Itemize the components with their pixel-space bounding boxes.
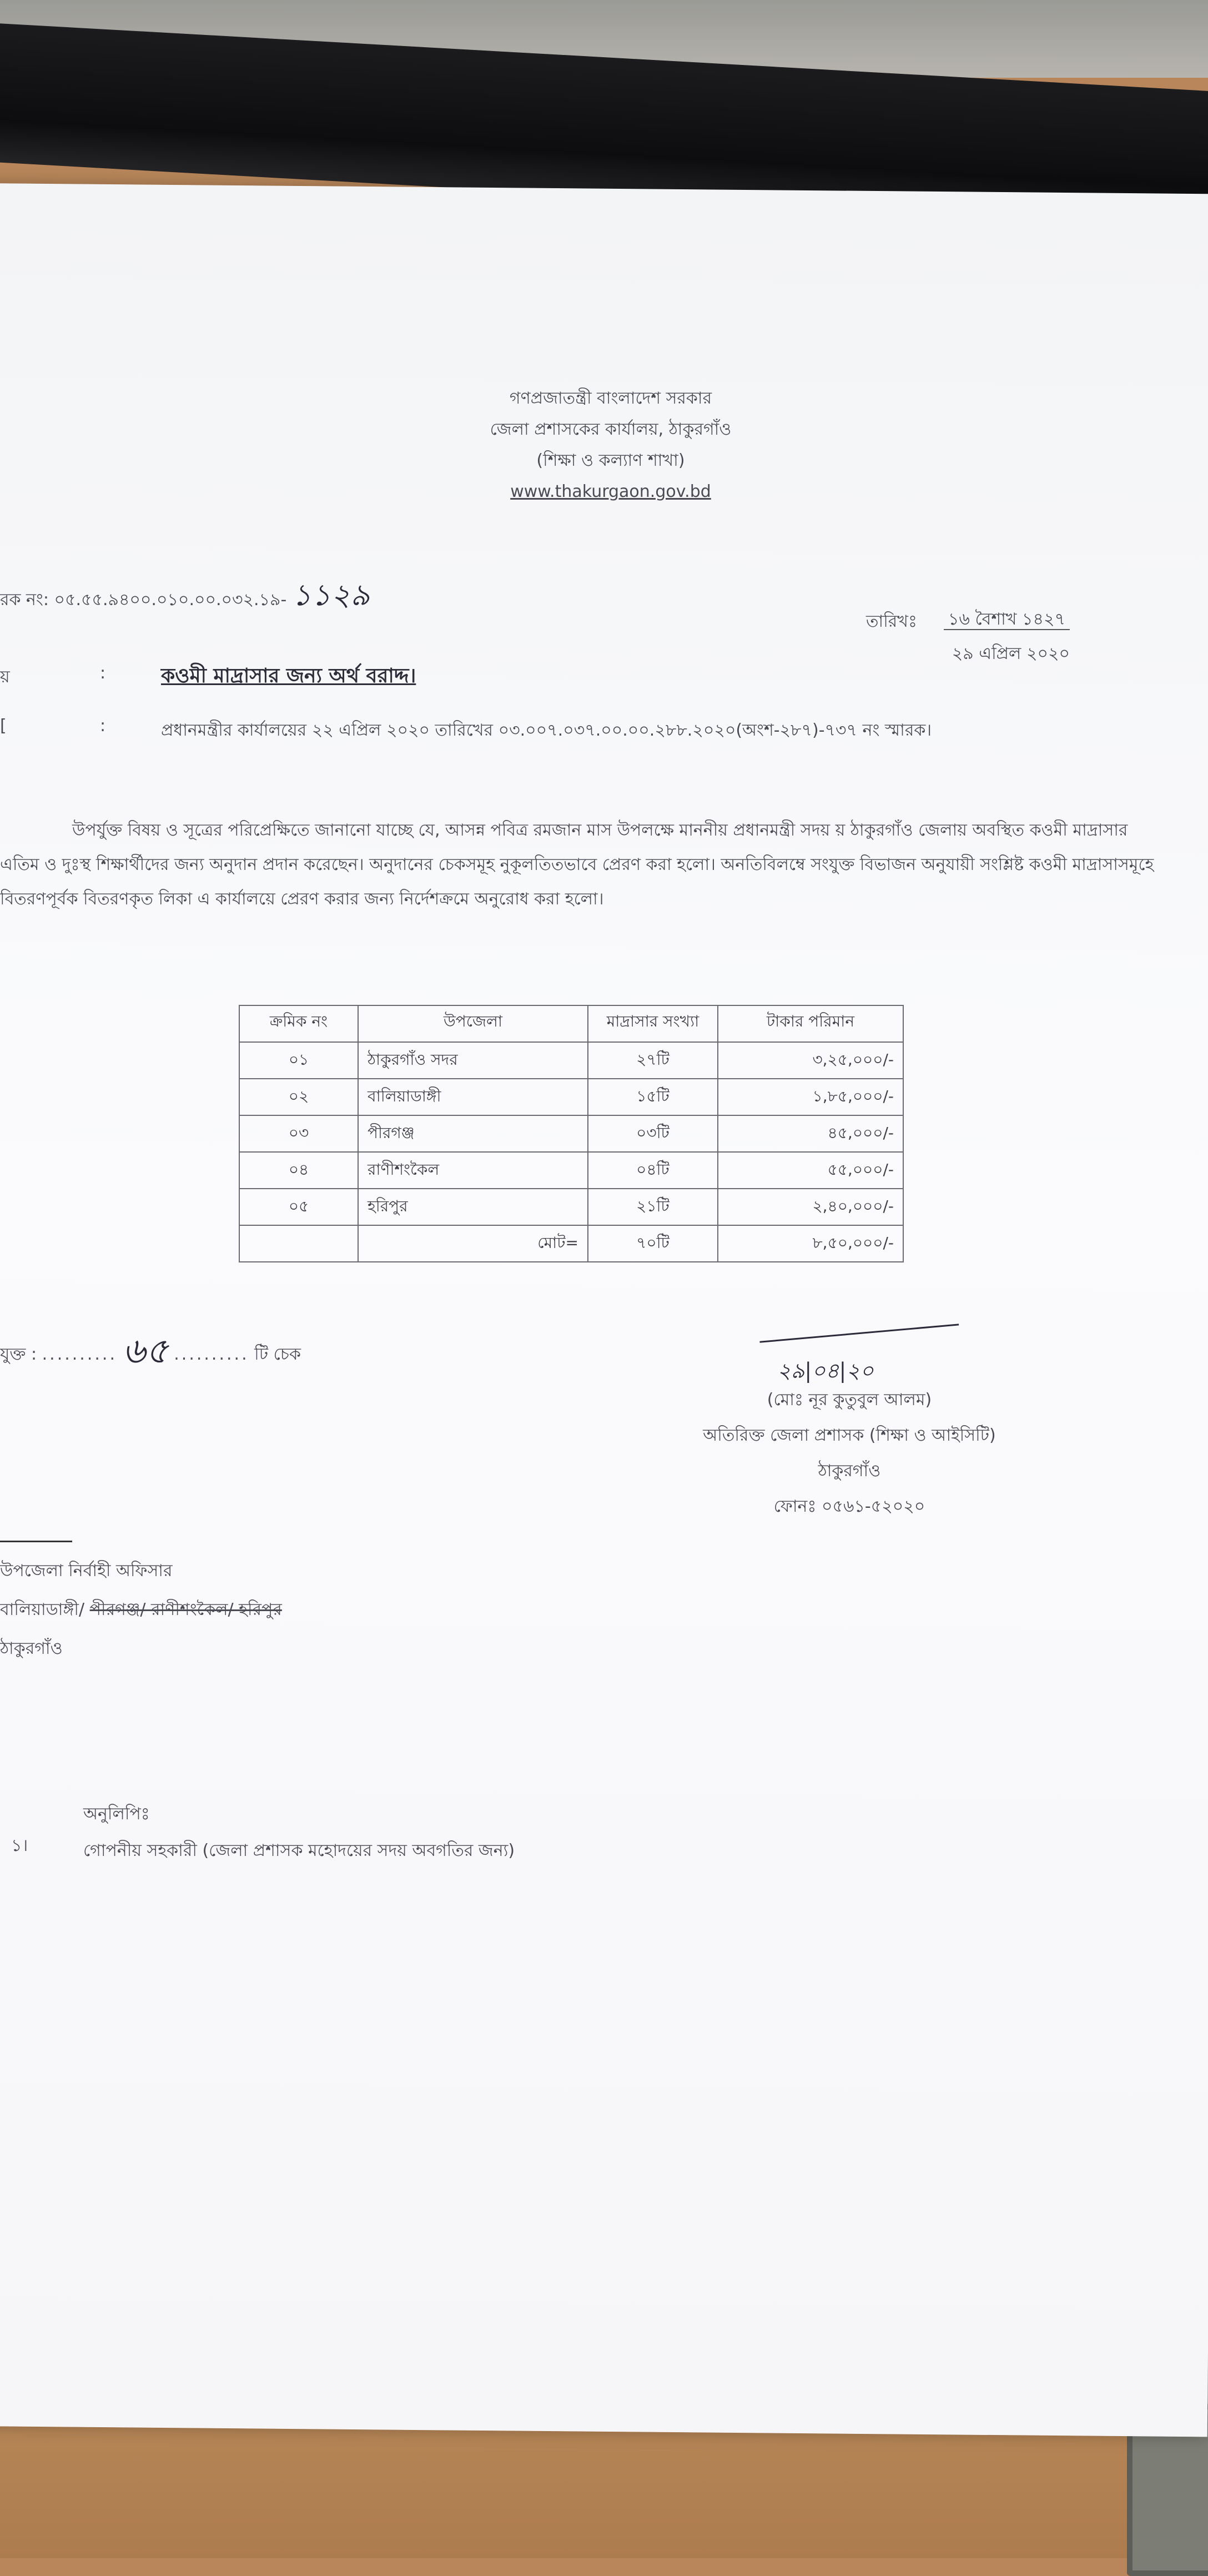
total-count: ৭০টি xyxy=(588,1225,718,1262)
cell-amount: ২,৪০,০০০/- xyxy=(718,1189,903,1225)
cell-amount: ৫৫,০০০/- xyxy=(718,1152,903,1189)
copy-item-number: ১। xyxy=(11,1836,28,1855)
cell-empty xyxy=(239,1225,358,1262)
date-label: তারিখঃ xyxy=(866,612,917,631)
subject-label: য় xyxy=(0,667,10,687)
cell-upazila: হরিপুর xyxy=(358,1189,588,1225)
recipient-block xyxy=(0,1552,282,1668)
signatory-name: (মোঃ নূর কুতুবুল আলম) xyxy=(767,1390,932,1410)
cell-count: ২৭টি xyxy=(588,1042,718,1079)
memo-handwritten-number: ১১২৯ xyxy=(291,577,370,612)
signature-date: ২৯|০৪|২০ xyxy=(777,1359,874,1383)
memo-value: ০৫.৫৫.৯৪০০.০১০.০০.০৩২.১৯- xyxy=(54,590,287,610)
enclosure-dots: .......... xyxy=(42,1345,117,1364)
copy-block xyxy=(83,1796,515,1869)
memo-number xyxy=(0,572,370,622)
signatory-block xyxy=(611,1382,1088,1525)
enclosure-dots: .......... xyxy=(174,1345,249,1364)
recipient-struck: পীরগঞ্জ/ রাণীশংকৈল/ হরিপুর xyxy=(89,1600,282,1619)
col-serial: ক্রমিক নং xyxy=(239,1005,358,1042)
memo-label: রক নং: xyxy=(0,590,49,610)
table-row xyxy=(239,1152,903,1189)
col-madrasa-count: মাদ্রাসার সংখ্যা xyxy=(588,1005,718,1042)
body-paragraph: উপর্যুক্ত বিষয় ও সূত্রের পরিপ্রেক্ষিতে জানানো যাচ্ছে যে, আসন্ন পবিত্র রমজান মাস উপলক্ষে মাননীয় প্রধানমন্ত্রী সদয় য় ঠাকুরগাঁও জেলায় অবস্থিত কওমী মাদ্রাসার এতিম ও দুঃস্থ শিক্ষার্থীদের জন্য অনুদান প্রদান করেছেন। অনুদানের চেকসমূহ নুকূলতিতভাবে প্রেরণ করা হলো। অনতিবিলম্বে সংযুক্ত বিভাজন অনুযায়ী সংশ্লিষ্ট কওমী মাদ্রাসাসমূহে বিতরণপূর্বক বিতরণকৃত লিকা এ কার্যালয়ে প্রেরণ করার জন্য নির্দেশক্রমে অনুরোধ করা হলো। xyxy=(0,821,1154,909)
reference-label: [ xyxy=(0,716,7,736)
table-total-row xyxy=(239,1225,903,1262)
subject-text: কওমী মাদ্রাসার জন্য অর্থ বরাদ্দ। xyxy=(161,665,416,687)
enclosure-suffix: টি চেক xyxy=(254,1345,301,1364)
cell-upazila: বালিয়াডাঙ্গী xyxy=(358,1079,588,1115)
subject-colon: : xyxy=(100,663,106,683)
enclosure-line xyxy=(0,1324,301,1383)
date-block xyxy=(944,602,1070,671)
copy-label: অনুলিপিঃ xyxy=(83,1804,150,1824)
cell-serial: ০৪ xyxy=(239,1152,358,1189)
table-row xyxy=(239,1042,903,1079)
recipient-rule xyxy=(0,1541,72,1542)
cell-upazila: রাণীশংকৈল xyxy=(358,1152,588,1189)
table-row xyxy=(239,1189,903,1225)
recipient-kept: বালিয়াডাঙ্গী/ xyxy=(0,1600,85,1619)
recipient-title: উপজেলা নির্বাহী অফিসার xyxy=(0,1561,173,1581)
cell-serial: ০৫ xyxy=(239,1189,358,1225)
table-row xyxy=(239,1079,903,1115)
date-gregorian: ২৯ এপ্রিল ২০২০ xyxy=(952,644,1070,663)
enclosure-handwritten-count: ৬৫ xyxy=(122,1331,169,1372)
total-label: মোট= xyxy=(358,1225,588,1262)
cell-upazila: পীরগঞ্জ xyxy=(358,1115,588,1152)
cell-serial: ০২ xyxy=(239,1079,358,1115)
recipient-upazilas xyxy=(0,1591,282,1629)
letterhead xyxy=(333,383,888,507)
govt-name: গণপ্রজাতন্ত্রী বাংলাদেশ সরকার xyxy=(509,389,712,408)
enclosure-label: যুক্ত : xyxy=(0,1345,37,1364)
reference-text: প্রধানমন্ত্রীর কার্যালয়ের ২২ এপ্রিল ২০২০ তারিখের ০৩.০০৭.০৩৭.০০.০০.২৮৮.২০২০(অংশ-২৮৭)-৭৩৭ নং স্মারক। xyxy=(161,721,932,740)
signatory-phone: ফোনঃ ০৫৬১-৫২০২০ xyxy=(773,1497,925,1516)
table-header-row xyxy=(239,1005,903,1042)
website-link[interactable]: www.thakurgaon.gov.bd xyxy=(510,482,711,501)
date-bengali: ১৬ বৈশাখ ১৪২৭ xyxy=(944,610,1070,630)
section-name: (শিক্ষা ও কল্যাণ শাখা) xyxy=(536,451,685,470)
cell-amount: ৩,২৫,০০০/- xyxy=(718,1042,903,1079)
cell-amount: ১,৮৫,০০০/- xyxy=(718,1079,903,1115)
cell-upazila: ঠাকুরগাঁও সদর xyxy=(358,1042,588,1079)
signatory-district: ঠাকুরগাঁও xyxy=(818,1461,881,1481)
cell-serial: ০৩ xyxy=(239,1115,358,1152)
cell-count: ০৪টি xyxy=(588,1152,718,1189)
cell-count: ০৩টি xyxy=(588,1115,718,1152)
office-name: জেলা প্রশাসকের কার্যালয়, ঠাকুরগাঁও xyxy=(490,420,732,439)
recipient-district: ঠাকুরগাঁও xyxy=(0,1639,63,1658)
cell-serial: ০১ xyxy=(239,1042,358,1079)
col-upazila: উপজেলা xyxy=(358,1005,588,1042)
reference-colon: : xyxy=(100,716,106,736)
copy-item: গোপনীয় সহকারী (জেলা প্রশাসক মহোদয়ের সদয় অবগতির জন্য) xyxy=(83,1841,515,1860)
cell-amount: ৪৫,০০০/- xyxy=(718,1115,903,1152)
cell-count: ১৫টি xyxy=(588,1079,718,1115)
table-row xyxy=(239,1115,903,1152)
col-amount: টাকার পরিমান xyxy=(718,1005,903,1042)
allocation-table xyxy=(239,1005,904,1262)
signatory-designation: অতিরিক্ত জেলা প্রশাসক (শিক্ষা ও আইসিটি) xyxy=(703,1426,996,1445)
total-amount: ৮,৫০,০০০/- xyxy=(718,1225,903,1262)
cell-count: ২১টি xyxy=(588,1189,718,1225)
